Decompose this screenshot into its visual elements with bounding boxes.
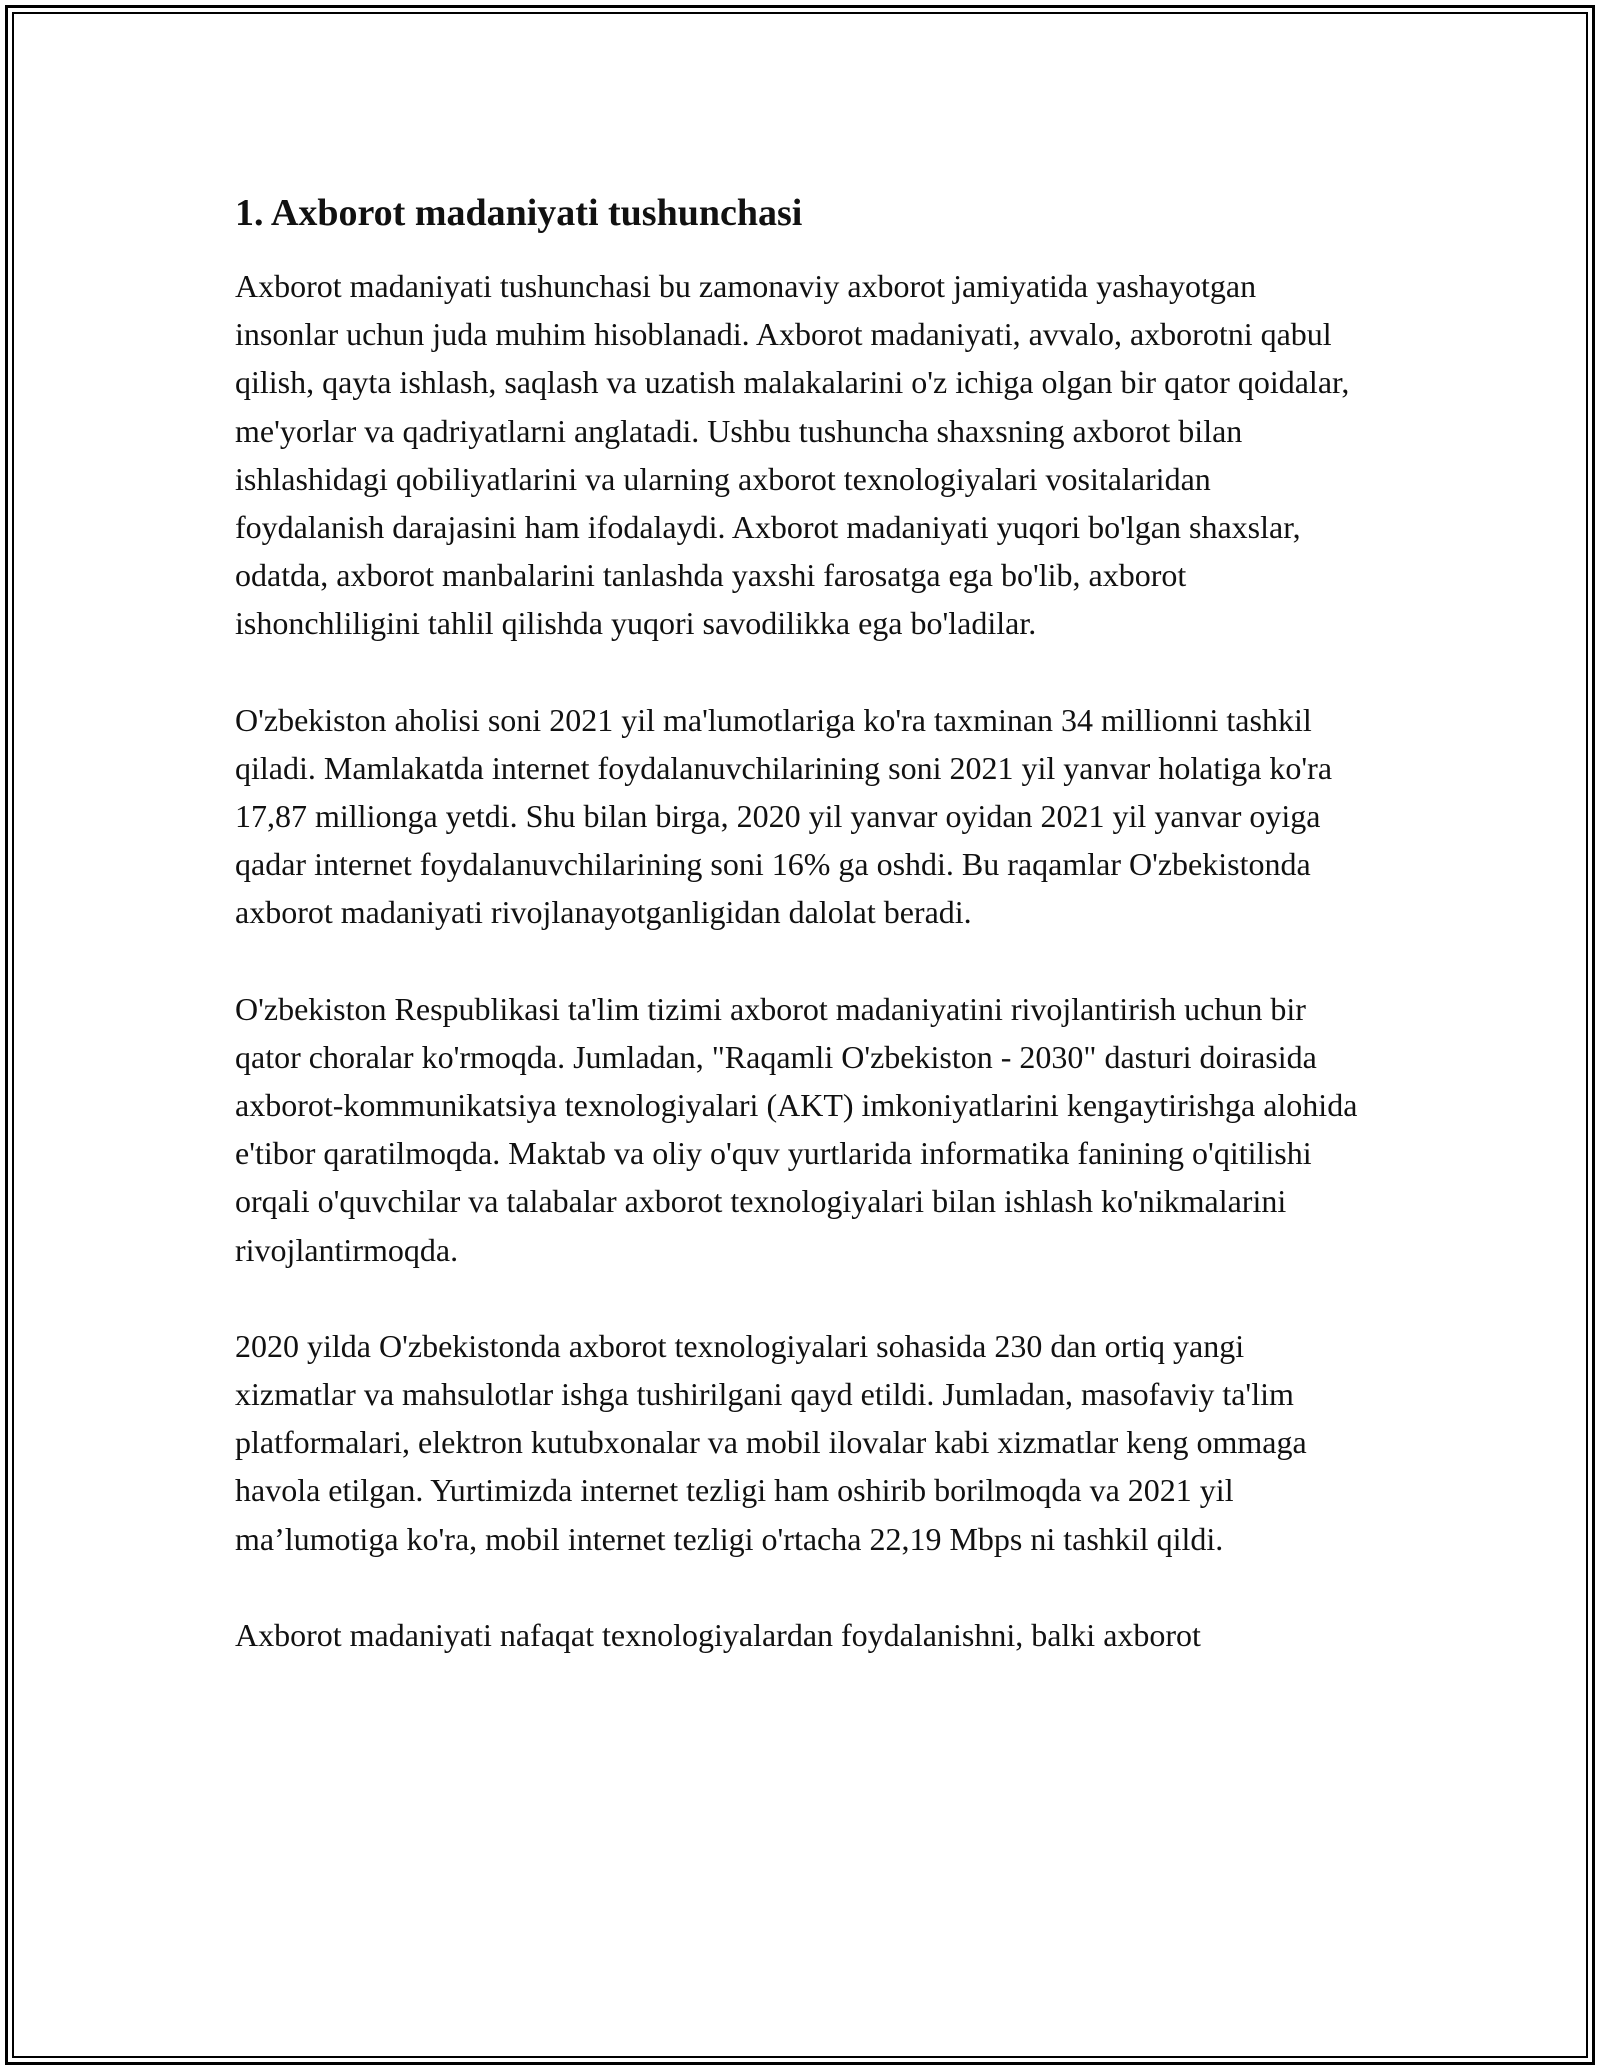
section-heading: 1. Axborot madaniyati tushunchasi — [235, 192, 803, 234]
paragraph-3: O'zbekiston Respublikasi ta'lim tizimi axborot madaniyatini rivojlantirish uchun bir qator choralar ko'rmoqda. Jumladan, "Raqamli O'zbekiston - 2030" dasturi doirasida axborot-kommunikatsiya texnologiyalari (AKT) imkoniyatlarini kengaytirishga alohida e'tibor qaratilmoqda. Maktab va oliy o'quv yurtlarida informatika fanining o'qitilishi orqali o'quvchilar va talabalar axborot texnologiyalari bilan ishlash ko'nikmalarini rivojlantirmoqda. — [235, 990, 1358, 1268]
paragraph-5: Axborot madaniyati nafaqat texnologiyalardan foydalanishni, balki axborot — [235, 1616, 1201, 1653]
paragraph-1: Axborot madaniyati tushunchasi bu zamonaviy axborot jamiyatida yashayotgan insonlar uchun juda muhim hisoblanadi. Axborot madaniyati, avvalo, axborotni qabul qilish, qayta ishlash, saqlash va uzatish malakalarini o'z ichiga olgan bir qator qoidalar, me'yorlar va qadriyatlarni anglatadi. Ushbu tushuncha shaxsning axborot bilan ishlashidagi qobiliyatlarini va ularning axborot texnologiyalari vositalaridan foydalanish darajasini ham ifodalaydi. Axborot madaniyati yuqori bo'lgan shaxslar, odatda, axborot manbalarini tanlashda yaxshi farosatga ega bo'lib, axborot ishonchliligini tahlil qilishda yuqori savodilikka ega bo'ladilar. — [235, 268, 1350, 642]
document-body — [235, 186, 1365, 1707]
paragraph-2: O'zbekiston aholisi soni 2021 yil ma'lumotlariga ko'ra taxminan 34 millionni tashkil qiladi. Mamlakatda internet foydalanuvchilarining soni 2021 yil yanvar holatiga ko'ra 17,87 millionga yetdi. Shu bilan birga, 2020 yil yanvar oyidan 2021 yil yanvar oyiga qadar internet foydalanuvchilarining soni 16% ga oshdi. Bu raqamlar O'zbekistonda axborot madaniyati rivojlanayotganligidan dalolat beradi. — [235, 701, 1333, 931]
paragraph-4: 2020 yilda O'zbekistonda axborot texnologiyalari sohasida 230 dan ortiq yangi xizmatlar va mahsulotlar ishga tushirilgani qayd etildi. Jumladan, masofaviy ta'lim platformalari, elektron kutubxonalar va mobil ilovalar kabi xizmatlar keng ommaga havola etilgan. Yurtimizda internet tezligi ham oshirib borilmoqda va 2021 yil ma’lumotiga ko'ra, mobil internet tezligi o'rtacha 22,19 Mbps ni tashkil qildi. — [235, 1327, 1307, 1557]
